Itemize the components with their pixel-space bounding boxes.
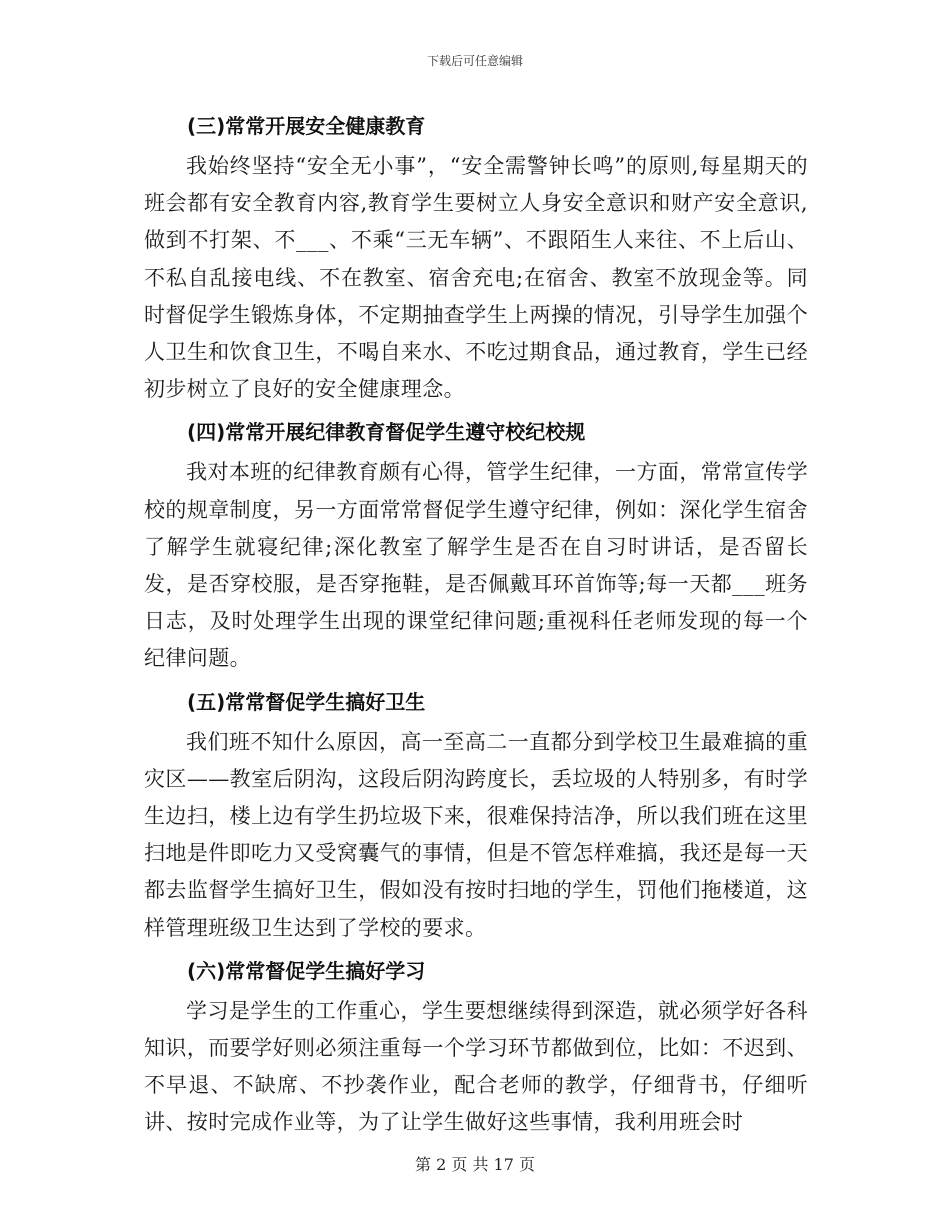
section-discipline-education <box>144 410 808 677</box>
page-number: 第 2 页 共 17 页 <box>415 1155 535 1174</box>
document-body <box>144 104 808 1144</box>
section-hygiene <box>144 680 808 947</box>
section-heading: (三)常常开展安全健康教育 <box>187 114 426 138</box>
section-heading: (四)常常开展纪律教育督促学生遵守校纪校规 <box>187 420 586 445</box>
section-paragraph: 我对本班的纪律教育颇有心得，管学生纪律，一方面，常常宣传学校的规章制度，另一方面常常督促学生遵守纪律，例如：深化学生宿舍了解学生就寝纪律;深化教室了解学生是否在自习时讲话，是否留长发，是否穿校服，是否穿拖鞋，是否佩戴耳环首饰等;每一天都___班务日志，及时处理学生出现的课堂纪律问题;重视科任老师发现的每一个纪律问题。 <box>144 460 808 671</box>
section-study <box>144 949 808 1142</box>
section-heading: (六)常常督促学生搞好学习 <box>187 958 426 983</box>
page-header-note: 下载后可任意编辑 <box>426 54 523 68</box>
section-safety-education <box>144 104 808 408</box>
section-paragraph: 学习是学生的工作重心，学生要想继续得到深造，就必须学好各科知识，而要学好则必须注重每一个学习环节都做到位，比如：不迟到、不早退、不缺席、不抄袭作业，配合老师的教学，仔细背书，仔细听讲、按时完成作业等，为了让学生做好这些事情，我利用班会时 <box>144 998 808 1135</box>
section-paragraph: 我们班不知什么原因，高一至高二一直都分到学校卫生最难搞的重灾区——教室后阴沟，这段后阴沟跨度长，丢垃圾的人特别多，有时学生边扫，楼上边有学生扔垃圾下来，很难保持洁净，所以我们班在这里扫地是件即吃力又受窝囊气的事情，但是不管怎样难搞，我还是每一天都去监督学生搞好卫生，假如没有按时扫地的学生，罚他们拖楼道，这样管理班级卫生达到了学校的要求。 <box>144 729 808 940</box>
section-paragraph: 我始终坚持“安全无小事”，“安全需警钟长鸣”的原则,每星期天的班会都有安全教育内容,教育学生要树立人身安全意识和财产安全意识,做到不打架、不___、不乘“三无车辆”、不跟陌生人来往、不上后山、不私自乱接电线、不在教室、宿舍充电;在宿舍、教室不放现金等。同时督促学生锻炼身体，不定期抽查学生上两操的情况，引导学生加强个人卫生和饮食卫生，不喝自来水、不吃过期食品，通过教育，学生已经初步树立了良好的安全健康理念。 <box>144 154 808 402</box>
section-heading: (五)常常督促学生搞好卫生 <box>187 689 426 714</box>
